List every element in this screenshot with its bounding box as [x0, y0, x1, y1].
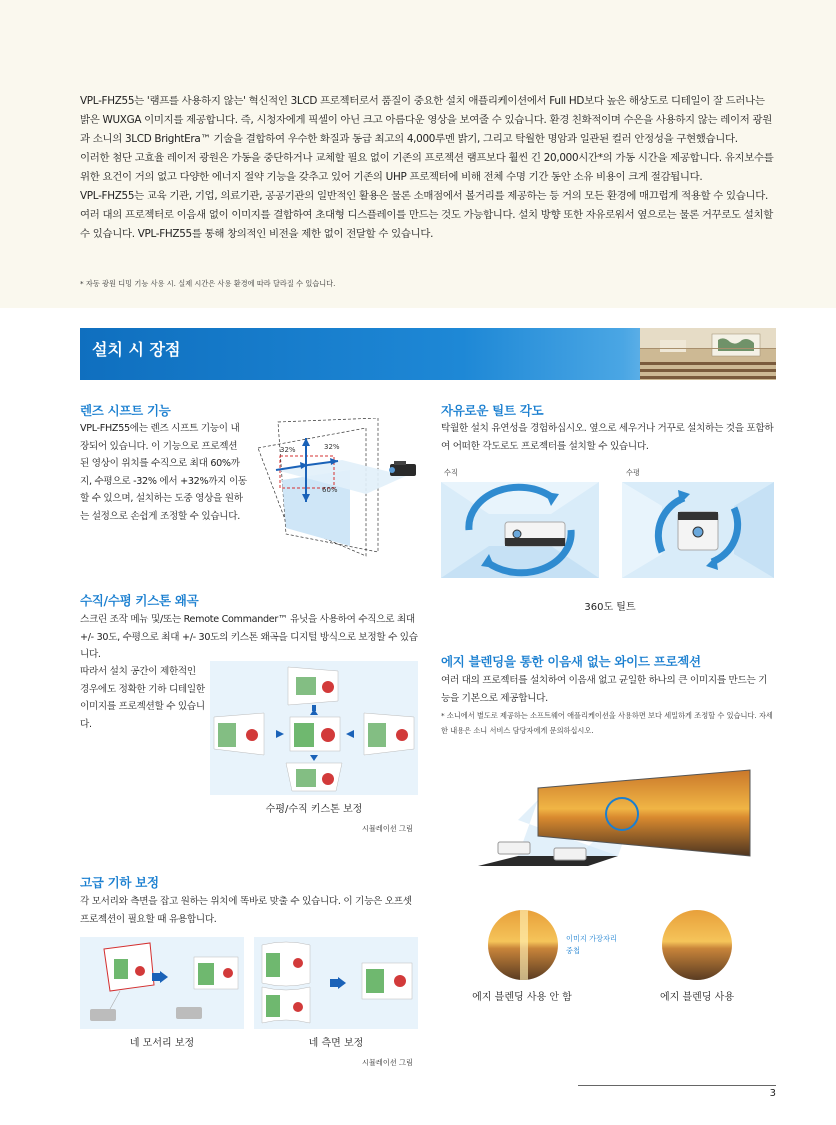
four-corner-caption: 네 모서리 보정 [129, 1038, 195, 1049]
blend-off-circle [488, 910, 558, 980]
keystone-bottom [286, 763, 342, 791]
tilt-caption: 360도 틸트 [584, 602, 636, 613]
geometry-body: 각 모서리와 측면을 잡고 원하는 위치에 똑바로 맞출 수 있습니다. 이 기능은 오프셋 프로젝션이 필요할 때 유용합니다. [80, 896, 412, 925]
four-side-diagram [254, 937, 418, 1029]
keystone-caption: 수평/수직 키스톤 보정 [265, 804, 363, 815]
tilt-heading: 자유로운 틸트 각도 [441, 403, 544, 418]
geometry-sim-note: 시뮬레이션 그림 [362, 1058, 413, 1067]
geometry-heading: 고급 기하 보정 [80, 875, 159, 890]
auditorium-photo [640, 328, 776, 380]
shift-label-left: 32% [280, 446, 296, 454]
edge-blending-illustration [458, 760, 776, 872]
overlap-label-2: 중첩 [566, 946, 580, 955]
blend-off-caption: 에지 블렌딩 사용 안 함 [472, 992, 572, 1003]
keystone-body-wide: 스크린 조작 메뉴 및/또는 Remote Commander™ 유닛을 사용하여 수직으로 최대 +/- 30도, 수평으로 최대 +/- 30도의 키스톤 왜곡을 디지털 방식으로 보정할 수 있습니다. [80, 614, 418, 660]
keystone-heading: 수직/수평 키스톤 왜곡 [80, 593, 199, 608]
four-side-caption: 네 측면 보정 [308, 1038, 364, 1049]
four-corner-diagram [80, 937, 244, 1029]
tilt-label-horizontal: 수평 [626, 468, 640, 477]
tilt-body: 탁월한 설치 유연성을 경험하십시오. 옆으로 세우거나 거꾸로 설치하는 것을 포함하여 어떠한 각도로도 프로젝터를 설치할 수 있습니다. [441, 423, 774, 452]
edge-blending-note: * 소니에서 별도로 제공하는 소프트웨어 애플리케이션을 사용하면 보다 세밀하게 조정할 수 있습니다. 자세한 내용은 소니 서비스 담당자에게 문의하십시오. [441, 711, 773, 735]
intro-footnote: * 자동 광원 디밍 기능 사용 시. 실제 시간은 사용 환경에 따라 달라질 수 있습니다. [80, 279, 336, 288]
intro-paragraph-1: VPL-FHZ55는 '램프를 사용하지 않는' 혁신적인 3LCD 프로젝터로서 품질이 중요한 설치 애플리케이션에서 Full HD보다 높은 해상도로 디테일이 잘 드러나는 밝은 WUXGA 이미지를 제공합니다. 즉, 시청자에게 픽셀이 아닌 크고 아름다운 영상을 보여줄 수 있습니다. 환경 친화적이며 수은을 사용하지 않는 레이저 광원과 소니의 3LCD BrightEra™ 기술을 결합하여 우수한 화질과 동급 최고의 4,000루멘 밝기, 그리고 탁월한 명암과 일관된 컬러 안정성을 구현했습니다. [80, 95, 772, 145]
tilt-horizontal-illustration [622, 482, 774, 578]
edge-blending-body: 여러 대의 프로젝터를 설치하여 이음새 없고 균일한 하나의 큰 이미지를 만드는 기능을 기본으로 제공합니다. [441, 675, 768, 704]
shift-label-right: 32% [324, 443, 340, 451]
page-number: 3 [769, 1088, 776, 1099]
tilt-label-vertical: 수직 [444, 468, 458, 477]
keystone-body-narrow: 따라서 설치 공간이 제한적인 경우에도 정확한 기하 디테일한 이미지를 프로젝션할 수 있습니다. [80, 666, 205, 730]
keystone-center [290, 717, 340, 751]
tilt-vertical-illustration [441, 482, 599, 578]
edge-blending-heading: 에지 블렌딩을 통한 이음새 없는 와이드 프로젝션 [441, 654, 701, 669]
lens-shift-heading: 렌즈 시프트 기능 [80, 403, 171, 418]
page-rule [578, 1085, 776, 1086]
keystone-diagram [210, 661, 418, 795]
blend-on-caption: 에지 블렌딩 사용 [660, 992, 734, 1003]
lens-shift-body: VPL-FHZ55에는 렌즈 시프트 기능이 내장되어 있습니다. 이 기능으로 프로젝션 된 영상이 위치를 수직으로 최대 60%까지, 수평으로 -32% 에서 +32%까지 이동할 수 있으며, 설치하는 도중 영상을 원하는 설정으로 손쉽게 조정할 수 있습니다. [80, 423, 247, 522]
shift-label-vertical: 60% [322, 486, 338, 494]
keystone-left [214, 713, 264, 755]
overlap-label-1: 이미지 가장자리 [566, 934, 617, 943]
lens-shift-diagram [256, 418, 422, 560]
keystone-sim-note: 시뮬레이션 그림 [362, 824, 413, 833]
blend-on-circle [662, 910, 732, 980]
section-banner [80, 328, 776, 380]
section-title: 설치 시 장점 [92, 340, 181, 359]
keystone-right [364, 713, 414, 755]
intro-text [80, 92, 776, 244]
intro-paragraph-3: VPL-FHZ55는 교육 기관, 기업, 의료기관, 공공기관의 일반적인 활용은 물론 소매점에서 볼거리를 제공하는 등 거의 모든 환경에 매끄럽게 적용할 수 있습니다. 여러 대의 프로젝터로 이음새 없이 이미지를 결합하여 초대형 디스플레이를 만드는 것도 가능합니다. 설치 방향 또한 자유로워서 옆으로는 물론 거꾸로도 설치할 수 있습니다. VPL-FHZ55를 통해 창의적인 비전을 제한 없이 전달할 수 있습니다. [80, 190, 773, 240]
keystone-top [288, 667, 338, 705]
intro-paragraph-2: 이러한 첨단 고효율 레이저 광원은 가동을 중단하거나 교체할 필요 없이 기존의 프로젝션 램프보다 훨씬 긴 20,000시간*의 가동 시간을 제공합니다. 유지보수를 위한 요건이 거의 없고 다양한 에너지 절약 기능을 갖추고 있어 기존의 UHP 프로젝터에 비해 전체 수명 기간 동안 소유 비용이 크게 절감됩니다. [80, 152, 774, 183]
